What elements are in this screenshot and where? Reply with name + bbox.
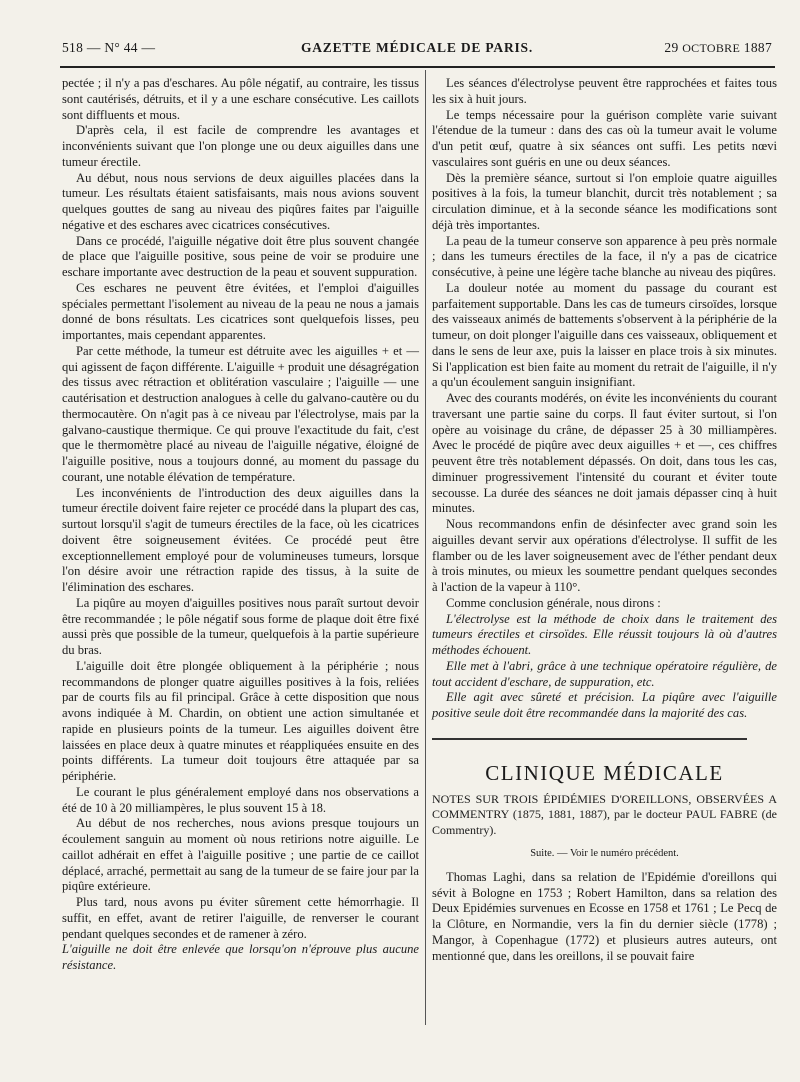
paragraph: D'après cela, il est facile de comprendre les avantages et inconvénients suivant que l'on plonge une ou deux aiguilles dans une tumeur érectile. (62, 123, 419, 169)
section-divider (432, 738, 747, 740)
italic-note: L'aiguille ne doit être enlevée que lorsqu'on n'éprouve plus aucune résistance. (62, 942, 419, 972)
date-day: 29 (664, 40, 679, 55)
conclusion-italic: L'électrolyse est la méthode de choix dans le traitement des tumeurs érectiles et cirsoïdes. Elle réussit toujours là où d'autres méthodes échouent. (432, 611, 777, 657)
journal-title: GAZETTE MÉDICALE DE PARIS. (300, 40, 534, 55)
paragraph: Les inconvénients de l'introduction des deux aiguilles dans la tumeur érectile doivent faire rejeter ce procédé dans la plupart des cas, surtout lorsqu'il s'agit de tumeurs érectiles de la face, où les cicatrices doivent être soigneusement évitées. Ce procédé peut être exceptionnellement employé pour de volumineuses tumeurs, lorsque l'on désire avoir une rétraction rapide des tissus, à la suite de l'élimination des eschares. (62, 485, 419, 594)
section-heading: CLINIQUE MÉDICALE (485, 760, 724, 785)
paragraph: pectée ; il n'y a pas d'eschares. Au pôle négatif, au contraire, les tissus sont cautérisés, détruits, et il y a une eschare consécutive. Les caillots sont diffluents et mous. (62, 76, 419, 122)
article-intro: NOTES SUR TROIS ÉPIDÉMIES D'OREILLONS, OBSERVÉES A COMMENTRY (1875, 1881, 1887), par le docteur PAUL FABRE (de Commentry). (432, 791, 777, 837)
paragraph: Les séances d'électrolyse peuvent être rapprochées et faites tous les six à huit jours. (432, 76, 777, 106)
paragraph: Plus tard, nous avons pu éviter sûrement cette hémorrhagie. Il suffit, en effet, avant de retirer l'aiguille, de renverser le courant pendant quelques secondes et de ramener à zéro. (62, 895, 419, 941)
paragraph: L'aiguille doit être plongée obliquement à la périphérie ; nous recommandons de plonger quatre aiguilles positives à la fois, reliées par de courts fils au fil principal. Grâce à cette disposition que nous avons indiquée à M. Chardin, on obtient une action simultanée et rapide en plusieurs points de la tumeur. Les aiguilles doivent être laissées en place deux à quatre minutes et réappliquées ensuite en des points différents. La tumeur doit toujours être attaquée par sa périphérie. (62, 658, 419, 783)
issue-number: — N° 44 — (86, 40, 156, 55)
paragraph: Dans ce procédé, l'aiguille négative doit être plus souvent changée de place que l'aiguille positive, sous peine de voir se produire une eschare importante avec destruction de la peau et souvent suppuration. (62, 233, 419, 279)
column-separator (425, 70, 426, 1025)
paragraph: Nous recommandons enfin de désinfecter avec grand soin les aiguilles devant servir aux opérations d'électrolyse. Il suffit de les flamber ou de les laver soigneusement avec de l'éther pendant deux à trois minutes, ou mieux les soumettre pendant quelques secondes à l'action de la vapeur à 110°. (432, 517, 777, 594)
continuation-note: Suite. — Voir le numéro précédent. (530, 848, 679, 859)
paragraph: Le temps nécessaire pour la guérison complète varie suivant l'étendue de la tumeur : dans des cas où la tumeur avait le volume d'un petit œuf, quatre à six séances ont suffi. Les petits nœvi vasculaires sont guéris en une ou deux séances. (432, 107, 777, 169)
paragraph: Le courant le plus généralement employé dans nos observations a été de 10 à 20 milliampères, le plus souvent 15 à 18. (62, 784, 419, 815)
paragraph: Par cette méthode, la tumeur est détruite avec les aiguilles + et — qui agissent de façon différente. L'aiguille + produit une désagrégation des tissus avec rétraction et oblitération vasculaire ; l'aiguille — une cautérisation et destruction analogues à celle du galvano-cautère ou du thermocautère. On n'agit pas à ce niveau par l'électrolyse, mais par la galvano-caustique thermique. Ce qui prouve l'exactitude du fait, c'est que le thermomètre placé au niveau de l'aiguille négative, éloigné de l'aiguille positive, nous a toujours donné, au moment du passage du courant, une notable élévation de température. (62, 343, 419, 484)
paragraph: La peau de la tumeur conserve son apparence à peu près normale ; dans les tumeurs érectiles de la face, il n'y a pas de cicatrice consécutive, à peine une légère tache blanche au niveau des piqûres. (432, 233, 777, 279)
paragraph: Au début, nous nous servions de deux aiguilles placées dans la tumeur. Les résultats étaient satisfaisants, mais nous avions souvent quelques gouttes de sang au niveau des piqûres faites par l'aiguille négative et des eschares avec cicatrices consécutives. (62, 170, 419, 232)
issue-date (664, 40, 772, 56)
date-year: 1887 (743, 40, 772, 55)
paragraph: Dès la première séance, surtout si l'on emploie quatre aiguilles positives à la fois, la tumeur blanchit, durcit très notablement ; sa circulation diminue, et à la seconde séance les modifications sont déjà très importantes. (432, 170, 777, 232)
paragraph: La douleur notée au moment du passage du courant est parfaitement supportable. Dans les cas de tumeurs cirsoïdes, lorsque des vaisseaux animés de battements s'observent à la périphérie de la tumeur, on doit plonger l'aiguille dans ces vaisseaux, obliquement et dans le sens de leur axe, puis la laisser en place trois à six minutes. Si l'application est bien faite au moment du retrait de l'aiguille, il n'y a qu'un écoulement sanguin insignifiant. (432, 280, 777, 390)
paragraph: Ces eschares ne peuvent être évitées, et l'emploi d'aiguilles spéciales permettant l'isolement au niveau de la peau ne nous a jamais donné de bons résultats. Les cicatrices sont quelquefois lisses, peu importantes, mais cependant apparentes. (62, 280, 419, 342)
right-column (432, 76, 777, 964)
page-number: 518 (62, 40, 84, 55)
paragraph: La piqûre au moyen d'aiguilles positives nous paraît surtout devoir être recommandée ; le pôle négatif sous forme de plaque doit être fixé aussi près que possible de la tumeur, quelquefois à la partie supérieure du bras. (62, 595, 419, 657)
conclusion-italic: Elle agit avec sûreté et précision. La piqûre avec l'aiguille positive seule doit être recommandée dans la majorité des cas. (432, 690, 777, 720)
left-column (62, 76, 419, 974)
paragraph: Comme conclusion générale, nous dirons : (446, 595, 661, 610)
header-rule (60, 66, 775, 68)
paragraph: Au début de nos recherches, nous avions presque toujours un écoulement sanguin au moment où nous retirions notre aiguille. Le caillot adhérait en effet à l'aiguille positive ; une partie de ce caillot déplacé, arraché, permettait au sang de la tumeur de se faire jour par la piqûre extérieure. (62, 816, 419, 894)
conclusion-italic: Elle met à l'abri, grâce à une technique opératoire régulière, de tout accident d'eschare, de suppuration, etc. (432, 658, 777, 689)
paragraph: Avec des courants modérés, on évite les inconvénients du courant traversant une partie saine du corps. Il faut éviter surtout, si l'on opère au voisinage du crâne, de dépasser 25 à 30 milliampères. Avec le procédé de piqûre avec deux aiguilles + et —, ces chiffres peuvent être très notablement dépassés. On doit, dans tous les cas, diminuer progressivement l'intensité du courant et éviter toute secousse. La durée des séances ne doit jamais dépasser cinq à huit minutes. (432, 391, 777, 516)
date-month: OCTOBRE (682, 41, 741, 55)
paragraph: Thomas Laghi, dans sa relation de l'Epidémie d'oreillons qui sévit à Bologne en 1753 ; Robert Hamilton, dans sa relation des Deux Epidémies survenues en Ecosse en 1758 et 1761 ; Le Pecq de la Clôture, en Normandie, vers la fin du dernier siècle (1778) ; Mangor, à Copenhague (1772) et plusieurs autres auteurs, ont mentionné que, dans les oreillons, il se pouvait faire (432, 869, 777, 963)
page-header (62, 40, 772, 62)
